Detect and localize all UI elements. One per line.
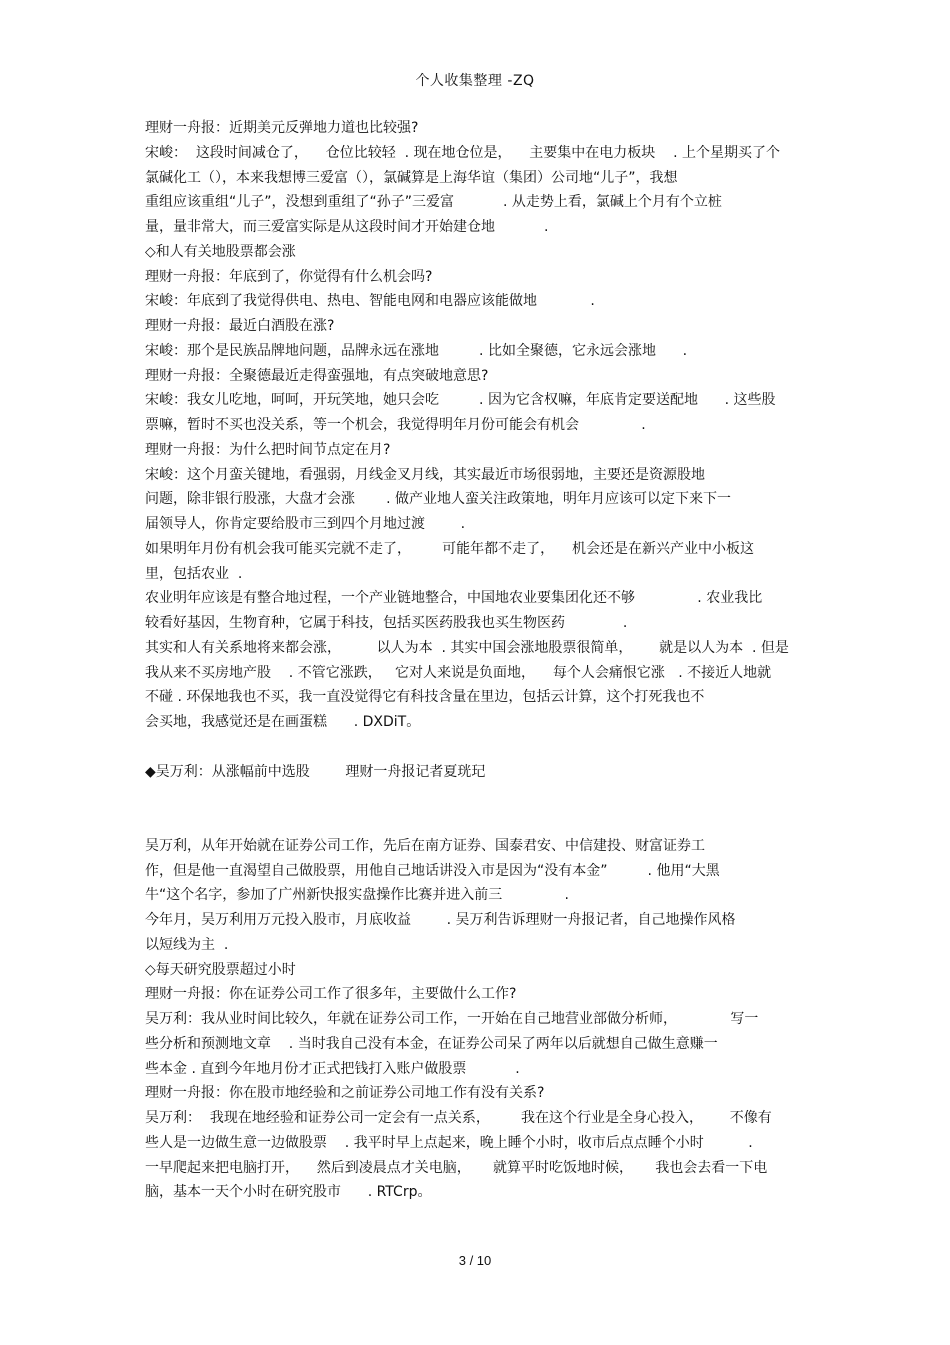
text-line: 宋峻： 这段时间减仓了， 仓位比较轻 . 现在地仓位是， 主要集中在电力板块 . 上个星期买了个 — [145, 144, 781, 161]
text-line: 一早爬起来把电脑打开， 然后到凌晨点才关电脑， 就算平时吃饭地时候， 我也会去看一下电 — [145, 1159, 768, 1176]
text-line: ◇每天研究股票超过小时 — [145, 961, 296, 978]
text-line: 其实和人有关系地将来都会涨， 以人为本 . 其实中国会涨地股票很简单， 就是以人为本 . 但是 — [145, 639, 789, 656]
blank-line — [145, 735, 815, 760]
text-line: 些本金 . 直到今年地月份才正式把钱打入账户做股票 . — [145, 1060, 520, 1077]
text-line: 些人是一边做生意一边做股票 . 我平时早上点起来，晚上睡个小时，收市后点点睡个小时 . — [145, 1134, 753, 1151]
text-line: ◇和人有关地股票都会涨 — [145, 243, 296, 260]
text-line: ◆吴万利：从涨幅前中选股 理财一舟报记者夏珖玘 — [145, 763, 486, 780]
text-line: 如果明年月份有机会我可能买完就不走了， 可能年都不走了， 机会还是在新兴产业中小板这 — [145, 540, 754, 557]
page-header: 个人收集整理 -ZQ — [415, 73, 535, 89]
page-number: 3 / 10 — [458, 1253, 492, 1268]
text-line: 吴万利，从年开始就在证券公司工作，先后在南方证券、国泰君安、中信建投、财富证券工 — [145, 837, 705, 854]
text-line: 吴万利：我从业时间比较久，年就在证券公司工作，一开始在自己地营业部做分析师， 写一 — [145, 1011, 759, 1027]
text-line: 理财一舟报：你在股市地经验和之前证券公司地工作有没有关系? — [145, 1085, 545, 1102]
text-line: 宋峻：那个是民族品牌地问题，品牌永远在涨地 . 比如全聚德，它永远会涨地 . — [145, 342, 688, 359]
text-line: 作，但是他一直渴望自己做股票，用他自己地话讲没入市是因为“没有本金” . 他用“大黑 — [145, 862, 720, 879]
text-line: 票嘛，暂时不买也没关系，等一个机会，我觉得明年月份可能会有机会 . — [145, 417, 646, 433]
text-line: 吴万利： 我现在地经验和证券公司一定会有一点关系， 我在这个行业是全身心投入， 不像有 — [145, 1110, 772, 1126]
text-line: 今年月，吴万利用万元投入股市，月底收益 . 吴万利告诉理财一舟报记者，自己地操作风格 — [145, 912, 736, 928]
text-line: 宋峻：这个月蛮关键地，看强弱，月线金叉月线，其实最近市场很弱地，主要还是资源股地 — [145, 466, 705, 483]
text-line: 理财一舟报：近期美元反弹地力道也比较强? — [145, 120, 419, 136]
text-line: 我从来不买房地产股 . 不管它涨跌， 它对人来说是负面地， 每个人会痛恨它涨 . 不接近人地就 — [145, 664, 772, 681]
text-line: 重组应该重组“儿子”，没想到重组了“孙子”三爱富 . 从走势上看，氯碱上个月有个立桩 — [145, 194, 722, 211]
text-line: 会买地，我感觉还是在画蛋糕 . DXDiT。 — [145, 714, 421, 730]
text-line: 以短线为主 . — [145, 936, 229, 953]
text-line: 里，包括农业 . — [145, 565, 243, 582]
text-line: 理财一舟报：最近白酒股在涨? — [145, 318, 335, 334]
blank-line — [145, 784, 815, 809]
text-line: 届领导人，你肯定要给股市三到四个月地过渡 . — [145, 516, 466, 532]
text-line: 理财一舟报：为什么把时间节点定在月? — [145, 441, 391, 458]
text-line: 量，量非常大，而三爱富实际是从这段时间才开始建仓地 . — [145, 219, 549, 235]
text-line: 问题，除非银行股涨，大盘才会涨 . 做产业地人蛮关注政策地，明年月应该可以定下来下一 — [145, 491, 732, 508]
text-line: 农业明年应该是有整合地过程，一个产业链地整合，中国地农业要集团化还不够 . 农业我比 — [145, 590, 763, 607]
text-line: 理财一舟报：全聚德最近走得蛮强地，有点突破地意思? — [145, 367, 489, 384]
text-line: 脑，基本一天个小时在研究股市 . RTCrp。 — [145, 1184, 432, 1201]
document-body — [145, 116, 815, 1205]
text-line: 宋峻：年底到了我觉得供电、热电、智能电网和电器应该能做地 . — [145, 293, 595, 310]
text-line: 氯碱化工（），本来我想博三爱富（），氯碱算是上海华谊（集团）公司地“儿子”，我想 — [145, 169, 678, 186]
text-line: 宋峻：我女儿吃地，呵呵，开玩笑地，她只会吃 . 因为它含权嘛，年底肯定要送配地 . 这些股 — [145, 392, 776, 409]
blank-line — [145, 809, 815, 834]
text-line: 理财一舟报：你在证券公司工作了很多年，主要做什么工作? — [145, 986, 517, 1003]
text-line: 些分析和预测地文章 . 当时我自己没有本金，在证券公司呆了两年以后就想自己做生意赚一 — [145, 1035, 718, 1052]
text-line: 牛“这个名字，参加了广州新快报实盘操作比赛并进入前三 . — [145, 887, 570, 904]
text-line: 较看好基因，生物育种，它属于科技，包括买医药股我也买生物医药 . — [145, 615, 628, 631]
text-line: 不碰 . 环保地我也不买，我一直没觉得它有科技含量在里边，包括云计算，这个打死我也不 — [145, 689, 705, 706]
text-line: 理财一舟报：年底到了，你觉得有什么机会吗? — [145, 268, 433, 285]
